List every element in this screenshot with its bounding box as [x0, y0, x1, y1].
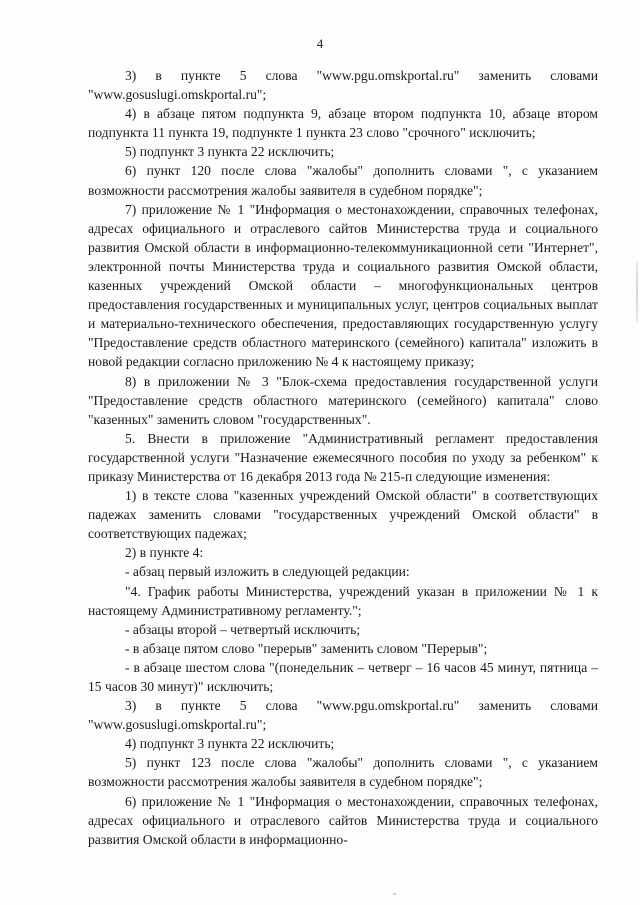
scan-artifact: [393, 893, 396, 895]
paragraph: 1) в тексте слова "казенных учреждений Омской области" в соответствующих падежах заменить словами "государственных учреждений Омской области" в соответствующих падежах;: [88, 488, 598, 542]
paragraph: 7) приложение № 1 "Информация о местонахождении, справочных телефонах, адресах официального и отраслевого сайтов Министерства труда и социального развития Омской области в информационно-телекоммуникационной сети "Интернет", электронной почты Министерства труда и социального развития Омской области, казенных учреждений Омской области – многофункциональных центров предоставления государственных и муниципальных услуг, центров социальных выплат и материально-технического обеспечения, предоставляющих государственную услугу "Предоставление средств областного материнского (семейного) капитала" изложить в новой редакции согласно приложению № 4 к настоящему приказу;: [88, 201, 598, 370]
paragraph: 4) подпункт 3 пункта 22 исключить;: [125, 736, 335, 752]
paragraph: 2) в пункте 4:: [125, 545, 204, 561]
paragraph: - в абзаце шестом слова "(понедельник – четверг – 16 часов 45 минут, пятница – 15 часов 30 минут)" исключить;: [88, 659, 598, 694]
scan-edge-mark: [636, 262, 638, 322]
paragraph: 6) приложение № 1 "Информация о местонахождении, справочных телефонах, адресах официального и отраслевого сайтов Министерства труда и социального развития Омской области в информационно-: [88, 793, 598, 847]
paragraph: 6) пункт 120 после слова "жалобы" дополнить словами ", с указанием возможности рассмотрения жалобы заявителя в судебном порядке";: [88, 163, 598, 198]
paragraph: 3) в пункте 5 слова "www.pgu.omskportal.ru" заменить словами "www.gosuslugi.omskportal.ru";: [88, 68, 598, 103]
paragraph: 3) в пункте 5 слова "www.pgu.omskportal.ru" заменить словами "www.gosuslugi.omskportal.ru";: [88, 698, 598, 733]
paragraph: - абзац первый изложить в следующей редакции:: [125, 564, 410, 580]
paragraph: 8) в приложении № 3 "Блок-схема предоставления государственной услуги "Предоставление средств областного материнского (семейного) капитала" слово "казенных" заменить словом "государственных".: [88, 373, 598, 427]
paragraph: - в абзаце пятом слово "перерыв" заменить словом "Перерыв";: [125, 640, 488, 656]
paragraph: 4) в абзаце пятом подпункта 9, абзаце втором подпункта 10, абзаце втором подпункта 11 пункта 19, подпункте 1 пункта 23 слово "срочного" исключить;: [88, 106, 598, 141]
paragraph: 5) пункт 123 после слова "жалобы" дополнить словами ", с указанием возможности рассмотрения жалобы заявителя в судебном порядке";: [88, 755, 598, 790]
page-number: 4: [316, 36, 324, 51]
document-body: [88, 66, 598, 849]
paragraph: "4. График работы Министерства, учреждений указан в приложении № 1 к настоящему Административному регламенту.";: [88, 583, 598, 618]
paragraph: 5. Внести в приложение "Административный регламент предоставления государственной услуги "Назначение ежемесячного пособия по уходу за ребенком" к приказу Министерства от 16 декабря 2013 года № 215-п следующие изменения:: [88, 430, 598, 484]
paragraph: 5) подпункт 3 пункта 22 исключить;: [125, 144, 335, 160]
paragraph: - абзацы второй – четвертый исключить;: [125, 621, 361, 637]
